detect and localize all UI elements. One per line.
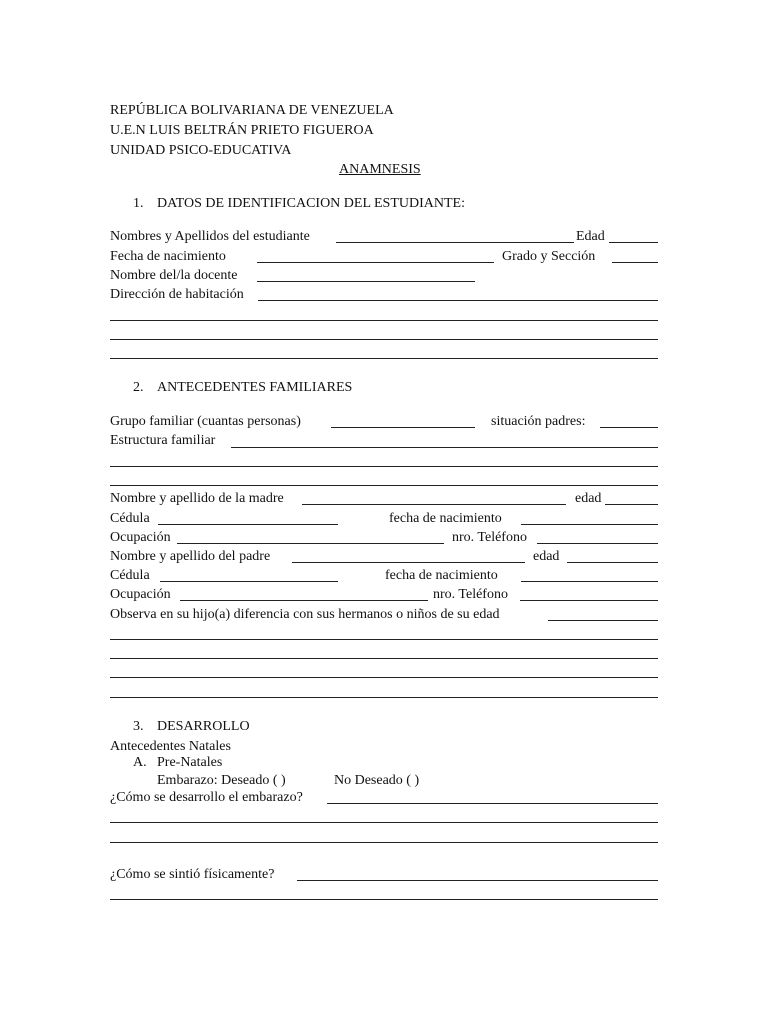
mother-name-label: Nombre y apellido de la madre — [110, 491, 284, 506]
father-phone-field[interactable] — [520, 600, 658, 601]
pregnancy-development-line[interactable] — [110, 822, 658, 823]
header-country: REPÚBLICA BOLIVARIANA DE VENEZUELA — [110, 103, 394, 118]
father-age-label: edad — [533, 549, 560, 564]
sibling-difference-line[interactable] — [110, 697, 658, 698]
grade-section-field[interactable] — [612, 262, 658, 263]
section1-heading: DATOS DE IDENTIFICACION DEL ESTUDIANTE: — [157, 196, 465, 211]
mother-birth-date-field[interactable] — [521, 524, 658, 525]
section3-heading: DESARROLLO — [157, 719, 250, 734]
parents-status-label: situación padres: — [491, 414, 586, 429]
section3-number: 3. — [133, 719, 144, 734]
father-birth-date-field[interactable] — [521, 581, 658, 582]
prenatal-label: Pre-Natales — [157, 755, 223, 770]
pregnancy-unwanted-option[interactable]: No Deseado ( ) — [334, 773, 420, 788]
mother-occupation-field[interactable] — [177, 543, 444, 544]
family-structure-line[interactable] — [110, 485, 658, 486]
document-title: ANAMNESIS — [339, 162, 421, 177]
header-school: U.E.N LUIS BELTRÁN PRIETO FIGUEROA — [110, 123, 374, 138]
mother-id-field[interactable] — [158, 524, 338, 525]
family-structure-line[interactable] — [110, 466, 658, 467]
header-unit: UNIDAD PSICO-EDUCATIVA — [110, 143, 292, 158]
mother-id-label: Cédula — [110, 511, 150, 526]
physical-feeling-field[interactable] — [297, 880, 658, 881]
father-id-label: Cédula — [110, 568, 150, 583]
sibling-difference-label: Observa en su hijo(a) diferencia con sus hermanos o niños de su edad — [110, 607, 500, 622]
address-line[interactable] — [110, 339, 658, 340]
family-group-field[interactable] — [331, 427, 475, 428]
age-label: Edad — [576, 229, 605, 244]
section2-heading: ANTECEDENTES FAMILIARES — [157, 380, 353, 395]
father-occupation-label: Ocupación — [110, 587, 171, 602]
grade-section-label: Grado y Sección — [502, 249, 596, 264]
mother-phone-label: nro. Teléfono — [452, 530, 527, 545]
birth-date-field[interactable] — [257, 262, 494, 263]
father-birth-date-label: fecha de nacimiento — [385, 568, 498, 583]
parents-status-field[interactable] — [600, 427, 658, 428]
mother-occupation-label: Ocupación — [110, 530, 171, 545]
teacher-name-label: Nombre del/la docente — [110, 268, 238, 283]
father-phone-label: nro. Teléfono — [433, 587, 508, 602]
sibling-difference-line[interactable] — [110, 658, 658, 659]
prenatal-letter: A. — [133, 755, 147, 770]
mother-birth-date-label: fecha de nacimiento — [389, 511, 502, 526]
section2-number: 2. — [133, 380, 144, 395]
pregnancy-development-field[interactable] — [327, 803, 658, 804]
pregnancy-development-label: ¿Cómo se desarrollo el embarazo? — [110, 790, 303, 805]
birth-date-label: Fecha de nacimiento — [110, 249, 226, 264]
physical-feeling-line[interactable] — [110, 899, 658, 900]
student-name-label: Nombres y Apellidos del estudiante — [110, 229, 310, 244]
mother-age-field[interactable] — [605, 504, 658, 505]
family-group-label: Grupo familiar (cuantas personas) — [110, 414, 301, 429]
father-name-field[interactable] — [292, 562, 525, 563]
pregnancy-development-line[interactable] — [110, 842, 658, 843]
family-structure-field[interactable] — [231, 447, 658, 448]
father-name-label: Nombre y apellido del padre — [110, 549, 271, 564]
address-line[interactable] — [110, 320, 658, 321]
father-id-field[interactable] — [160, 581, 338, 582]
address-line[interactable] — [110, 358, 658, 359]
mother-phone-field[interactable] — [537, 543, 658, 544]
father-occupation-field[interactable] — [180, 600, 428, 601]
natal-history-label: Antecedentes Natales — [110, 739, 231, 754]
student-name-field[interactable] — [336, 242, 574, 243]
pregnancy-wanted-option[interactable]: Embarazo: Deseado ( ) — [157, 773, 286, 788]
age-field[interactable] — [609, 242, 658, 243]
sibling-difference-line[interactable] — [110, 639, 658, 640]
sibling-difference-line[interactable] — [110, 677, 658, 678]
address-label: Dirección de habitación — [110, 287, 244, 302]
section1-number: 1. — [133, 196, 144, 211]
address-field[interactable] — [258, 300, 658, 301]
teacher-name-field[interactable] — [257, 281, 475, 282]
mother-name-field[interactable] — [302, 504, 566, 505]
physical-feeling-label: ¿Cómo se sintió físicamente? — [110, 867, 275, 882]
mother-age-label: edad — [575, 491, 602, 506]
father-age-field[interactable] — [567, 562, 658, 563]
family-structure-label: Estructura familiar — [110, 433, 216, 448]
sibling-difference-field[interactable] — [548, 620, 658, 621]
